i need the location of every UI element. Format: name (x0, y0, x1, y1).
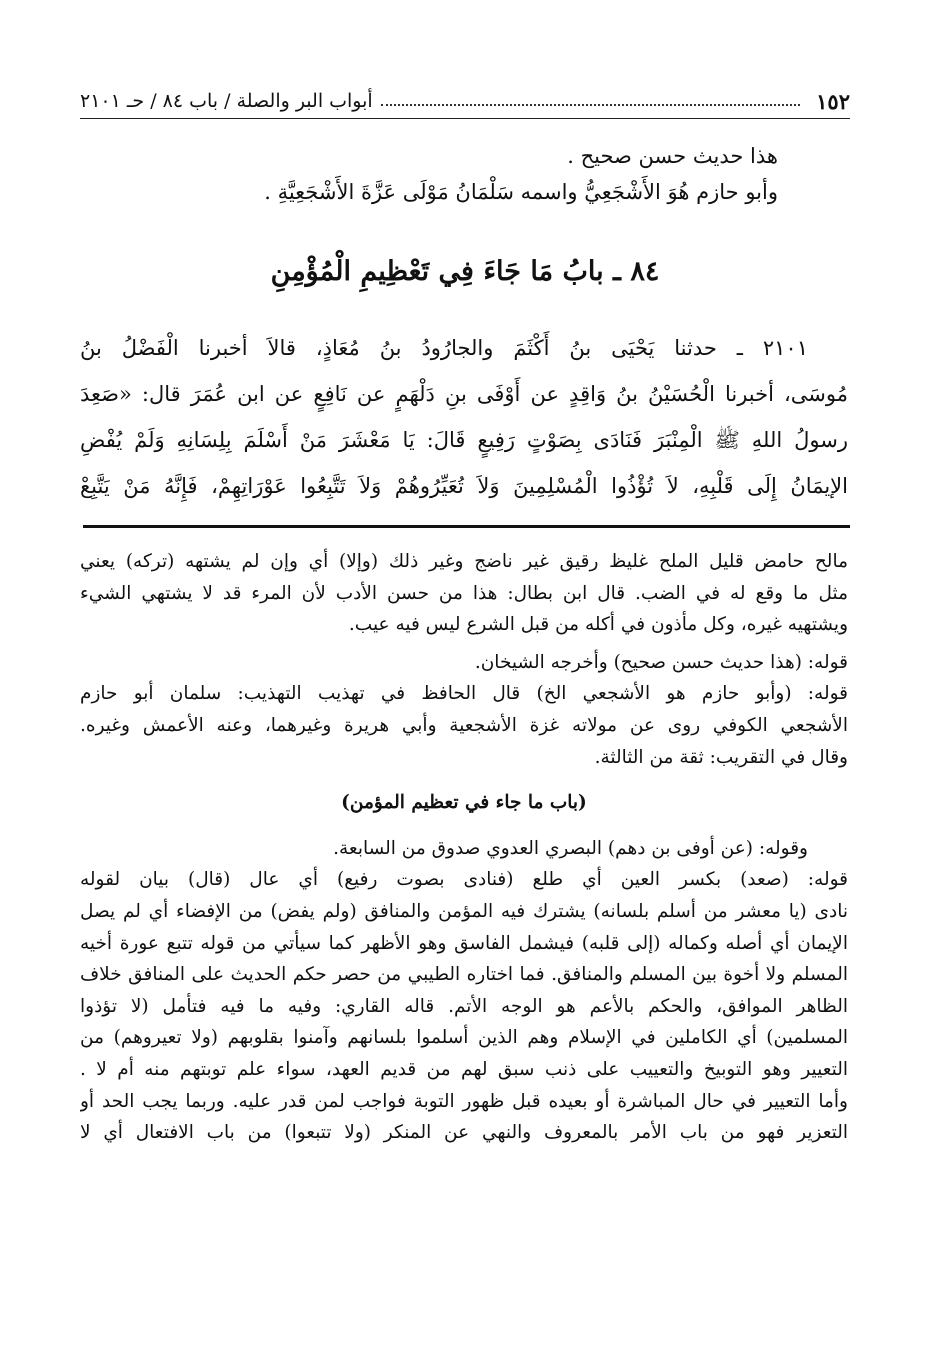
dotted-leader (381, 104, 800, 106)
commentary-line: الإيمان أي أصله وكماله (إلى قلبه) فيشمل الفاسق وهو الأظهر كما سيأتي من قوله تتبع عورة أخيه (80, 932, 848, 954)
commentary-line: وقال في التقريب: ثقة من الثالثة. (594, 746, 848, 768)
commentary-line: نادى (يا معشر من أسلم بلسانه) يشترك فيه المؤمن والمنافق (ولم يفض) من الإفضاء أي لم يصل (80, 900, 848, 922)
commentary-line: المسلمين) أي الكاملين في الإسلام وهم الذين أسلموا بلسانهم وآمنوا بقلوبهم (ولا تعيروهم) من (80, 1027, 848, 1049)
commentary-line: المسلم ولا أخوة بين المسلم والمنافق. فما اختاره الطيبي من حصر حكم الحديث على المنافق خلاف (80, 964, 848, 986)
commentary (80, 546, 848, 1149)
hadith-line: رسولُ اللهِ ﷺ الْمِنْبَرَ فَنَادَى بِصَوْتٍ رَفِيعٍ قَالَ: يَا مَعْشَرَ مَنْ أَسْلَمَ بِلِسَانِهِ وَلَمْ يُفْضِ (80, 428, 848, 452)
commentary-line: الأشجعي الكوفي روى عن مولاته غزة الأشجعية وأبي هريرة وغيرهما، وعنه الأعمش وغيره. (80, 714, 848, 736)
commentary-line: وأما التعيير في حال المباشرة أو بعيده قبل ظهور التوبة فواجب لمن قدر عليه. وربما يجب الحد أو (80, 1090, 848, 1112)
footnote-divider (83, 525, 850, 528)
commentary-line: قوله: (هذا حديث حسن صحيح) وأخرجه الشيخان. (474, 651, 848, 673)
running-title-wrap (80, 90, 808, 112)
hadith-text (80, 325, 848, 509)
commentary-line: قوله: (وأبو حازم هو الأشجعي الخ) قال الحافظ في تهذيب التهذيب: سلمان أبو حازم (80, 683, 848, 705)
hadith-line: مُوسَى، أخبرنا الْحُسَيْنُ بنُ وَاقِدٍ عن أَوْفَى بنِ دَلْهَمٍ عن نَافِعٍ عن ابن عُمَرَ قال: «صَعِدَ (80, 382, 848, 406)
text-line: هذا حديث حسن صحيح . (567, 144, 778, 168)
top-paragraph (88, 138, 848, 210)
hadith-line: الإيمَانُ إِلَى قَلْبِهِ، لاَ تُؤْذُوا الْمُسْلِمِينَ وَلاَ تُعَيِّرُوهُمْ وَلاَ تَتَّبِعُوا عَوْرَاتِهِمْ، فَإِنَّهُ مَنْ يَتَّبِعْ (80, 474, 848, 498)
commentary-line: التعيير وهو التوبيخ والتعييب على ذنب سبق لهم من قديم العهد، سواء علم توبتهم منه أم لا . (80, 1058, 848, 1080)
running-title: أبواب البر والصلة / باب ٨٤ / حـ ٢١٠١ (80, 90, 373, 112)
chapter-title: ٨٤ ـ بابُ مَا جَاءَ فِي تَعْظِيمِ الْمُؤْمِنِ (270, 256, 660, 287)
commentary-line: مثل ما وقع له في الضب. قال ابن بطال: هذا من حسن الأدب لأن المرء قد لا يشتهي الشيء (80, 582, 848, 604)
commentary-line: مالح حامض قليل الملح غليظ رقيق غير ناضج وغير ذلك (وإلا) أي وإن لم يشتهه (تركه) يعني (80, 551, 848, 572)
running-header (80, 84, 850, 119)
commentary-line: ويشتهيه غيره، وكل مأذون في أكله من قبل الشرع ليس فيه عيب. (348, 614, 848, 636)
commentary-line: الظاهر الموافق، والحكم بالأعم هو الوجه الأتم. قاله القاري: وفيه ما فيه فتأمل (لا تؤذوا (80, 995, 848, 1017)
commentary-line: قوله: (صعد) بكسر العين أي طلع (فنادى بصوت رفيع) أي عال (قال) بيان لقوله (80, 869, 848, 891)
commentary-line: وقوله: (عن أوفى بن دهم) البصري العدوي صدوق من السابعة. (333, 837, 808, 859)
commentary-subheading: (باب ما جاء في تعظيم المؤمن) (341, 792, 587, 814)
commentary-line: التعزير فهو من باب الأمر بالمعروف والنهي عن المنكر (ولا تتبعوا) من باب الافتعال أي لا (80, 1122, 848, 1144)
page-number: ١٥٢ (816, 88, 850, 114)
text-line: وأبو حازم هُوَ الأَشْجَعِيُّ واسمه سَلْمَانُ مَوْلَى عَزَّةَ الأَشْجَعِيَّةِ . (264, 180, 778, 204)
hadith-line: ٢١٠١ ـ حدثنا يَحْيَى بنُ أَكْثَمَ والجارُودُ بنُ مُعَاذٍ، قالاَ أخبرنا الْفَضْلُ بنُ (80, 336, 808, 360)
